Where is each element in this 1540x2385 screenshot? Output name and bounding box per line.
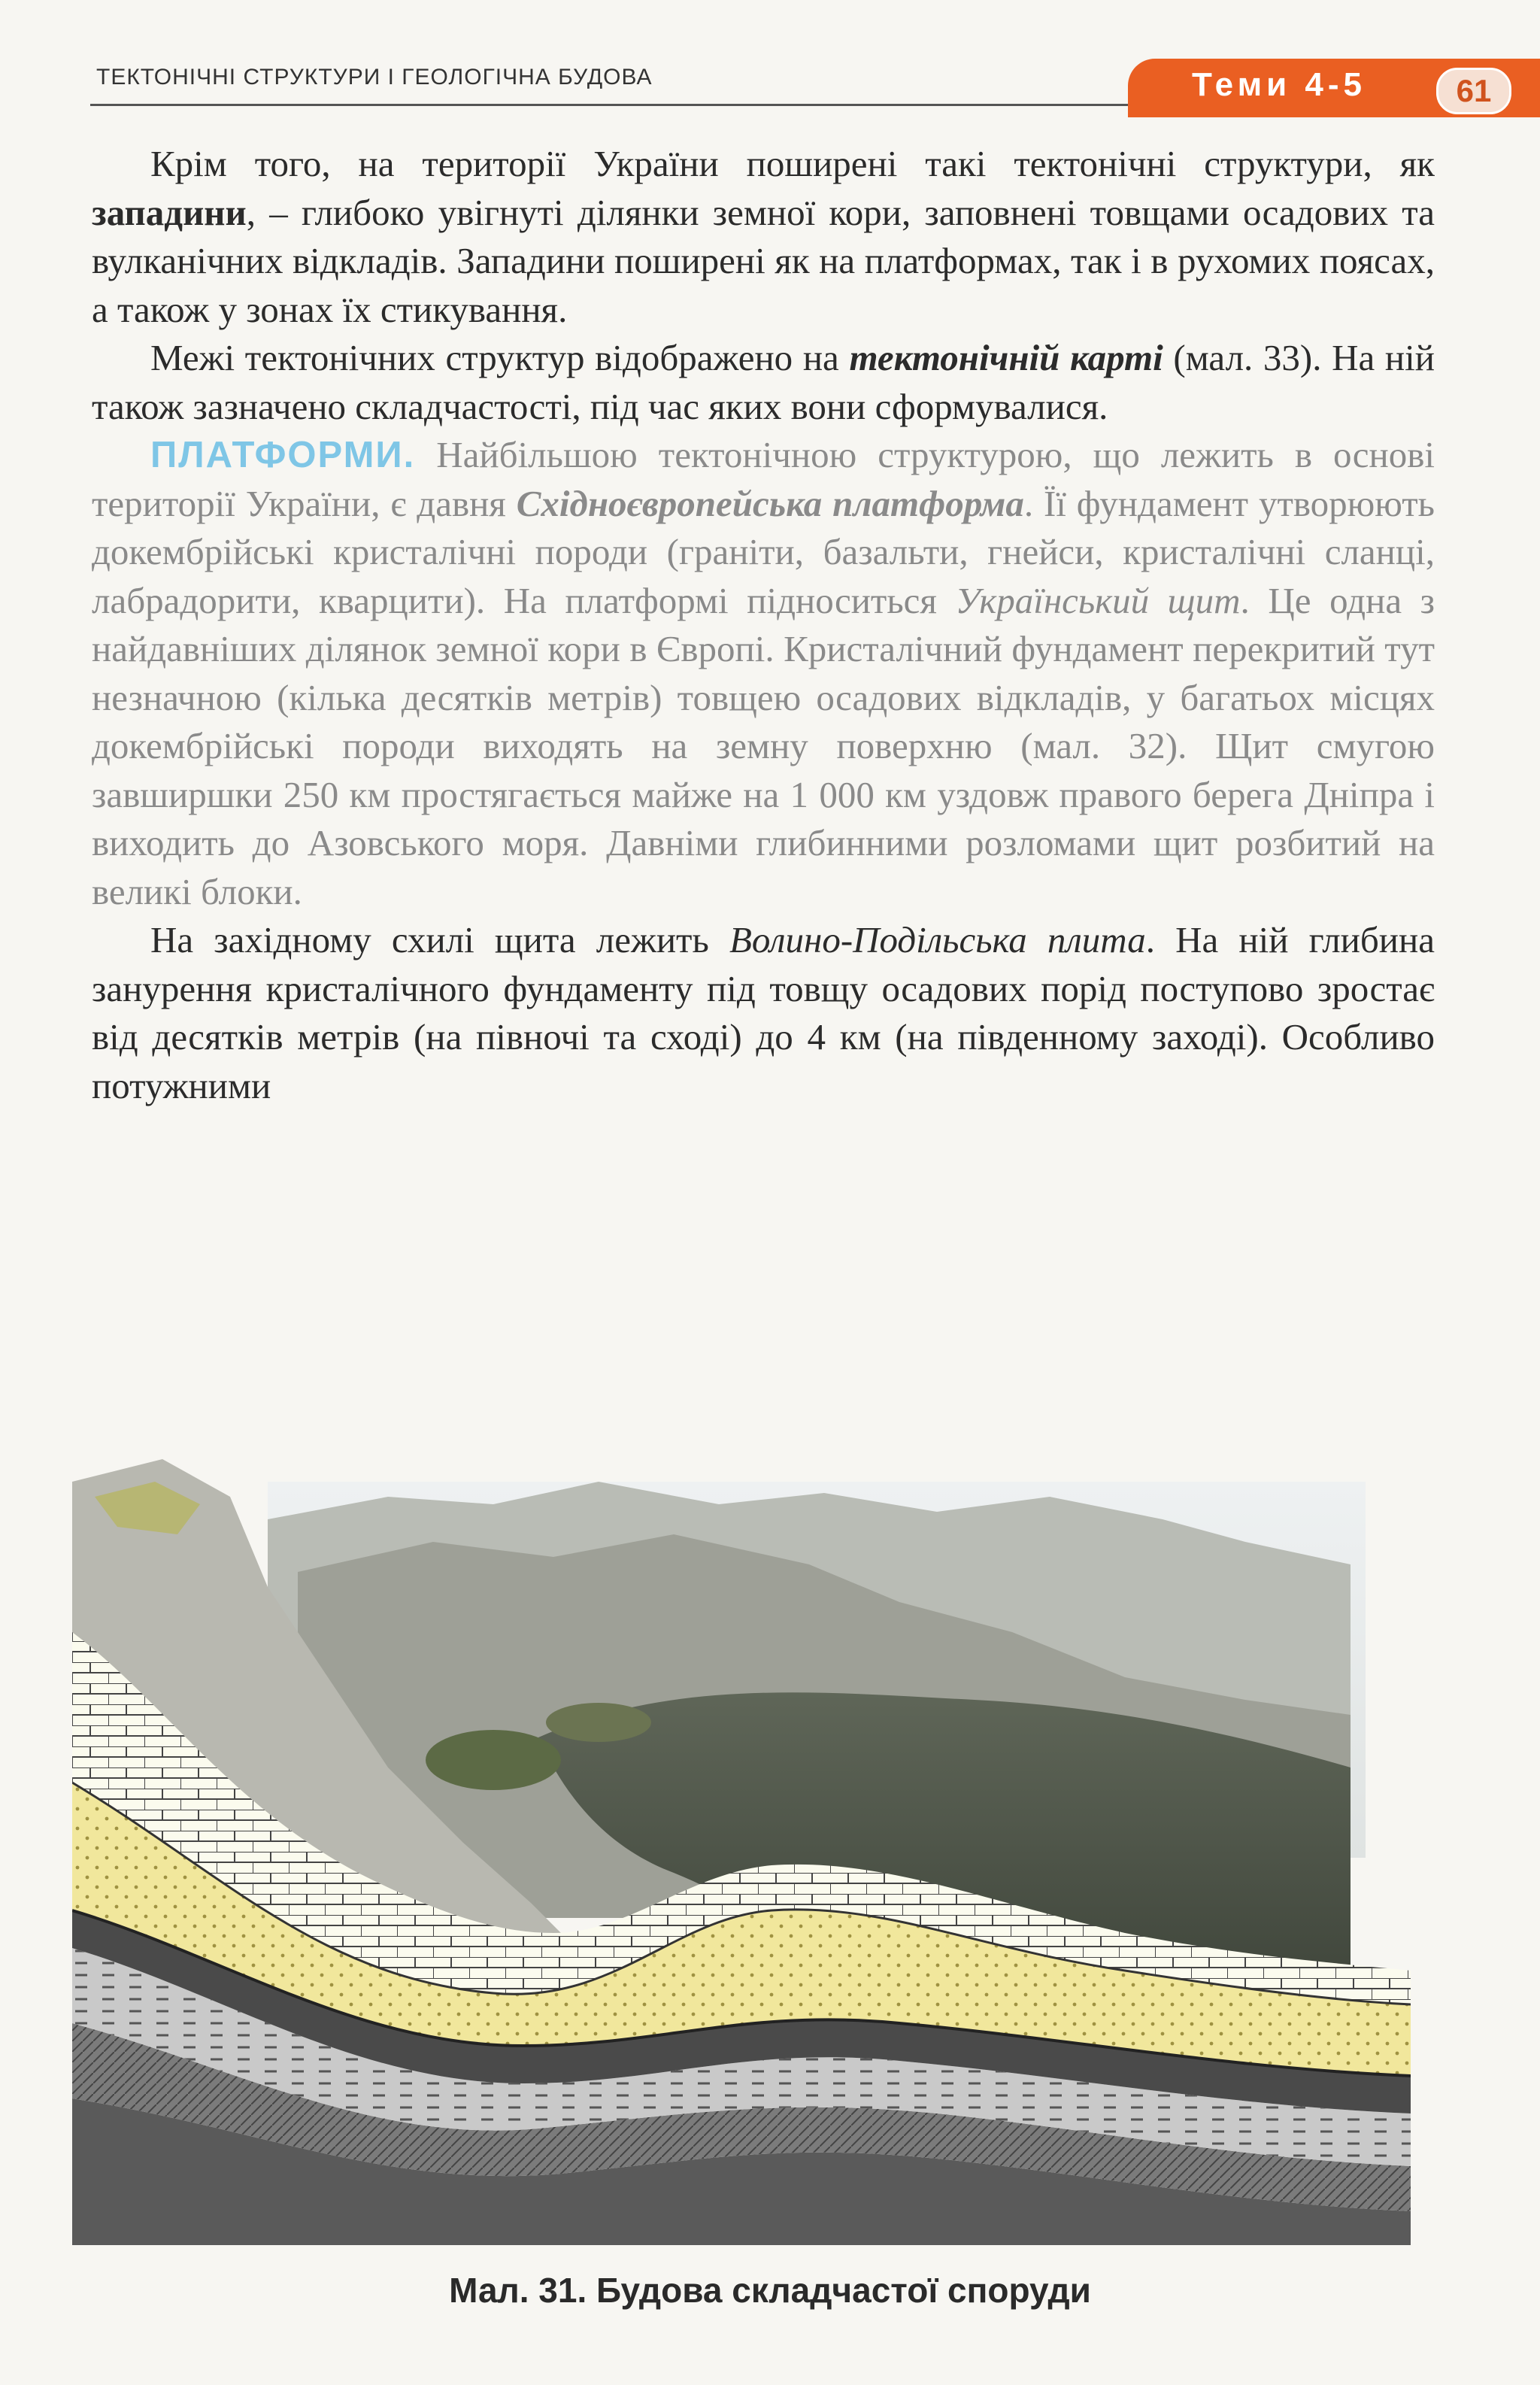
- paragraph-3: [92, 431, 1435, 916]
- paragraph-2: [92, 334, 1435, 431]
- figure-folded-structure: [72, 1452, 1411, 2245]
- term-zapadyny: западини: [92, 191, 247, 233]
- p4-text-b: . На ній глибина занурення кристалічного фундаменту під товщу осадових порід поступово зростає від десятків метрів (на півночі та сході) до 4 км (на південному заході). Особливо потужними: [92, 919, 1435, 1106]
- term-ukrainian-shield: Український щит: [955, 579, 1241, 621]
- term-east-european-platform: Східноєвропейська платформа: [516, 482, 1024, 524]
- shrubs: [426, 1730, 561, 1790]
- body-text: [92, 140, 1435, 1110]
- term-tectonic-map: тектонічній карті: [849, 337, 1163, 378]
- figure-caption: Мал. 31. Будова складчастої споруди: [449, 2271, 1091, 2310]
- paragraph-1: [92, 140, 1435, 334]
- shrubs-2: [546, 1703, 651, 1742]
- running-head: ТЕКТОНІЧНІ СТРУКТУРИ І ГЕОЛОГІЧНА БУДОВА: [96, 65, 653, 90]
- p2-text-b: (мал. 33). На ній також зазначено складчастості, під час яких вони сформувалися.: [92, 337, 1435, 427]
- p1-text-b: , – глибоко увігнуті ділянки земної кори, заповнені товщами осадових та вулканічних відкладів. Западини поширені як на платформах, так і в рухомих поясах, а також у зонах їх стикування.: [92, 191, 1435, 330]
- p1-text-a: Крім того, на території України поширені такі тектонічні структури, як: [150, 143, 1435, 184]
- paragraph-4: [92, 916, 1435, 1110]
- p3-text-a: Найбільшою тектонічною структурою, що лежить в основі території України, є давня: [92, 434, 1435, 524]
- section-tab-label: Теми 4-5: [1192, 66, 1366, 103]
- folded-structure-illustration: [72, 1452, 1411, 2245]
- p4-text-a: На західному схилі щита лежить: [150, 919, 729, 960]
- section-heading-platforms: ПЛАТФОРМИ.: [150, 435, 416, 475]
- term-volyn-podolian-plate: Волино-Подільська плита: [729, 919, 1146, 960]
- page-number: 61: [1436, 68, 1511, 114]
- p3-text-b: . Її фундамент утворюють докембрійські кристалічні породи (граніти, базальти, гнейси, кристалічні сланці, лабрадорити, кварцити). На платформі підноситься: [92, 482, 1435, 621]
- p2-text-a: Межі тектонічних структур відображено на: [150, 337, 850, 378]
- p3-text-c: . Це одна з найдавніших ділянок земної кори в Європі. Кристалічний фундамент перекритий тут незначною (кілька десятків метрів) товщею осадових відкладів, у багатьох місцях докембрійські породи виходять на земну поверхню (мал. 32). Щит смугою завширшки 250 км простягається майже на 1 000 км уздовж правого берега Дніпра і виходить до Азовського моря. Давніми глибинними розломами щит розбитий на великі блоки.: [92, 579, 1435, 912]
